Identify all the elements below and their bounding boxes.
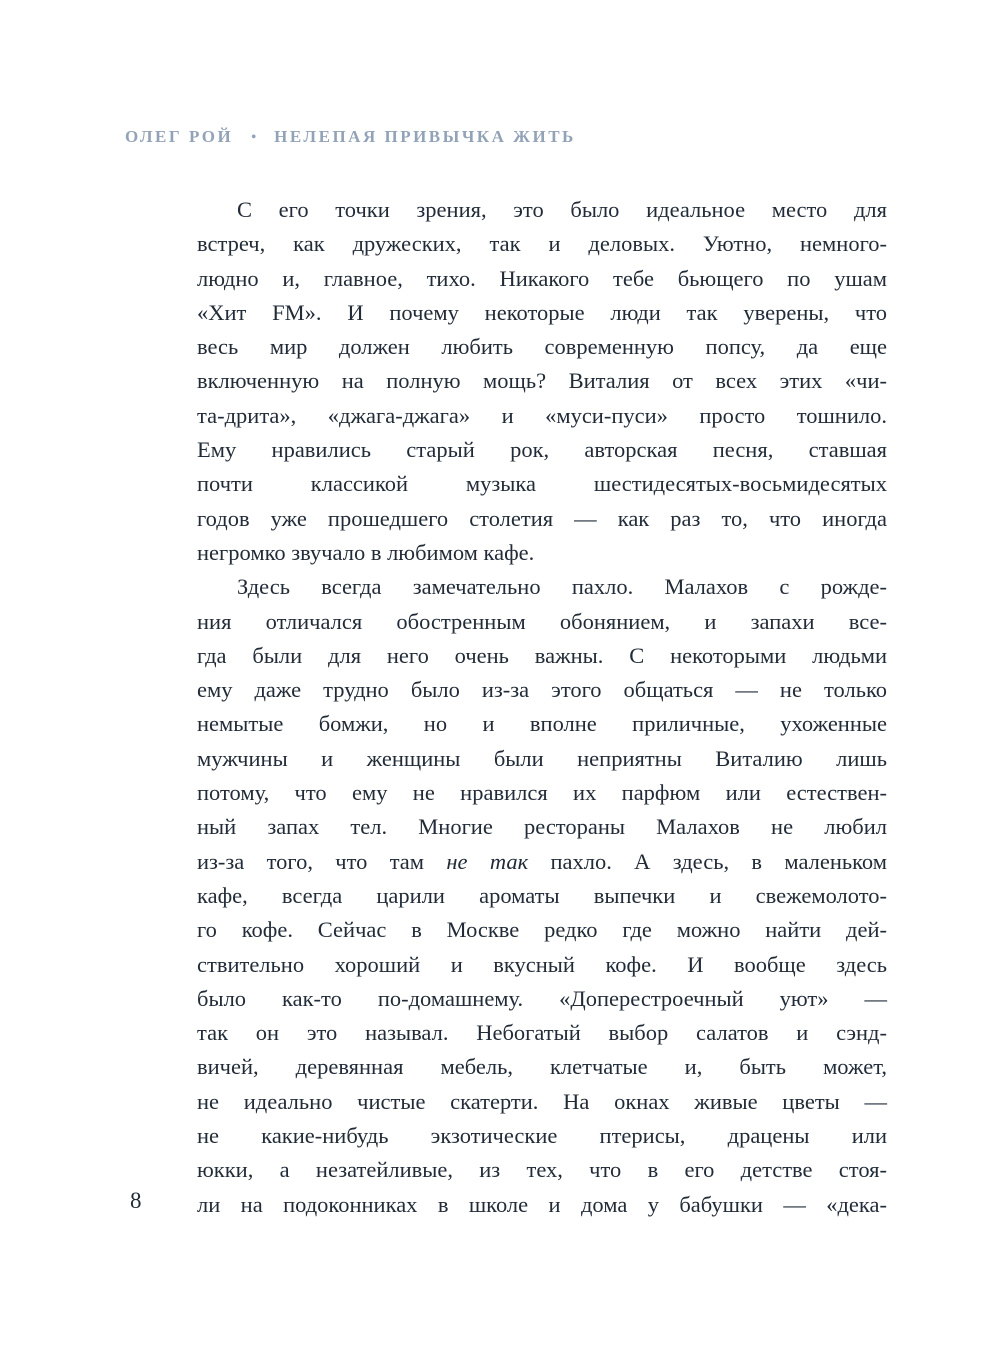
text-segment: ли на подоконниках в школе и дома у бабушки — «дека- xyxy=(197,1191,887,1217)
text-segment: пахло. А здесь, в маленьком xyxy=(528,848,887,874)
text-segment: мужчины и женщины были неприятны Виталию лишь xyxy=(197,745,887,771)
text-line xyxy=(197,948,887,982)
text-segment: юкки, а незатейливые, из тех, что в его детстве стоя- xyxy=(197,1157,887,1183)
text-line xyxy=(197,570,887,604)
text-line xyxy=(197,262,887,296)
text-line xyxy=(197,1153,887,1187)
text-segment: ствительно хороший и вкусный кофе. И вообще здесь xyxy=(197,951,887,977)
text-line xyxy=(197,1050,887,1084)
text-line xyxy=(197,193,887,227)
text-line xyxy=(197,330,887,364)
text-line xyxy=(197,707,887,741)
page-number: 8 xyxy=(130,1188,142,1213)
text-segment: ему даже трудно было из-за этого общаться — не только xyxy=(197,677,887,703)
text-line xyxy=(197,467,887,501)
text-segment: почти классикой музыка шестидесятых-восьмидесятых xyxy=(197,471,887,497)
book-title: НЕЛЕПАЯ ПРИВЫЧКА ЖИТЬ xyxy=(274,127,576,146)
text-line xyxy=(197,639,887,673)
text-line xyxy=(197,227,887,261)
text-segment: людно и, главное, тихо. Никакого тебе бьющего по ушам xyxy=(197,265,887,291)
author-name: ОЛЕГ РОЙ xyxy=(125,127,234,146)
text-segment: из-за того, что там xyxy=(197,848,447,874)
text-segment: годов уже прошедшего столетия — как раз то, что иногда xyxy=(197,505,887,531)
text-segment: так он это называл. Небогатый выбор салатов и сэнд- xyxy=(197,1020,887,1046)
text-line xyxy=(197,982,887,1016)
text-line xyxy=(197,1016,887,1050)
text-line xyxy=(197,1119,887,1153)
emphasized-text: не так xyxy=(446,848,529,874)
text-segment: было как-то по-домашнему. «Доперестроечный уют» — xyxy=(197,985,887,1011)
text-segment: весь мир должен любить современную попсу, да еще xyxy=(197,334,887,360)
separator-dot-icon: • xyxy=(251,130,257,145)
text-line xyxy=(197,845,887,879)
paragraph xyxy=(197,570,887,1222)
text-segment: немытые бомжи, но и вполне приличные, ухоженные xyxy=(197,711,887,737)
text-segment: встреч, как дружеских, так и деловых. Уютно, немного- xyxy=(197,231,887,257)
text-line xyxy=(197,399,887,433)
text-segment: ния отличался обостренным обонянием, и запахи все- xyxy=(197,608,887,634)
text-segment: ный запах тел. Многие рестораны Малахов не любил xyxy=(197,814,887,840)
text-line xyxy=(197,1188,887,1222)
text-line xyxy=(197,296,887,330)
text-segment: потому, что ему не нравился их парфюм или естествен- xyxy=(197,780,887,806)
text-line xyxy=(197,913,887,947)
text-line xyxy=(197,605,887,639)
text-line xyxy=(197,536,887,570)
text-segment: не какие-нибудь экзотические птерисы, драцены или xyxy=(197,1123,887,1149)
paragraph xyxy=(197,193,887,570)
text-segment: Ему нравились старый рок, авторская песня, ставшая xyxy=(197,437,887,463)
text-segment: включенную на полную мощь? Виталия от всех этих «чи- xyxy=(197,368,887,394)
text-segment: та-дрита», «джага-джага» и «муси-пуси» просто тошнило. xyxy=(197,402,887,428)
text-segment: негромко звучало в любимом кафе. xyxy=(197,539,535,565)
text-line xyxy=(197,879,887,913)
text-segment: кафе, всегда царили ароматы выпечки и свежемолото- xyxy=(197,882,887,908)
text-line xyxy=(197,810,887,844)
text-segment: Здесь всегда замечательно пахло. Малахов с рожде- xyxy=(237,574,887,600)
text-line xyxy=(197,502,887,536)
text-segment: го кофе. Сейчас в Москве редко где можно найти дей- xyxy=(197,917,887,943)
text-segment: «Хит FM». И почему некоторые люди так уверены, что xyxy=(197,299,887,325)
text-segment: гда были для него очень важны. С некоторыми людьми xyxy=(197,642,887,668)
text-line xyxy=(197,673,887,707)
running-header xyxy=(125,127,576,147)
text-segment: не идеально чистые скатерти. На окнах живые цветы — xyxy=(197,1088,887,1114)
text-line xyxy=(197,1085,887,1119)
text-line xyxy=(197,776,887,810)
text-segment: С его точки зрения, это было идеальное место для xyxy=(237,197,887,222)
text-line xyxy=(197,742,887,776)
text-segment: вичей, деревянная мебель, клетчатые и, быть может, xyxy=(197,1054,887,1080)
text-block xyxy=(197,193,887,1222)
text-line xyxy=(197,433,887,467)
text-line xyxy=(197,364,887,398)
